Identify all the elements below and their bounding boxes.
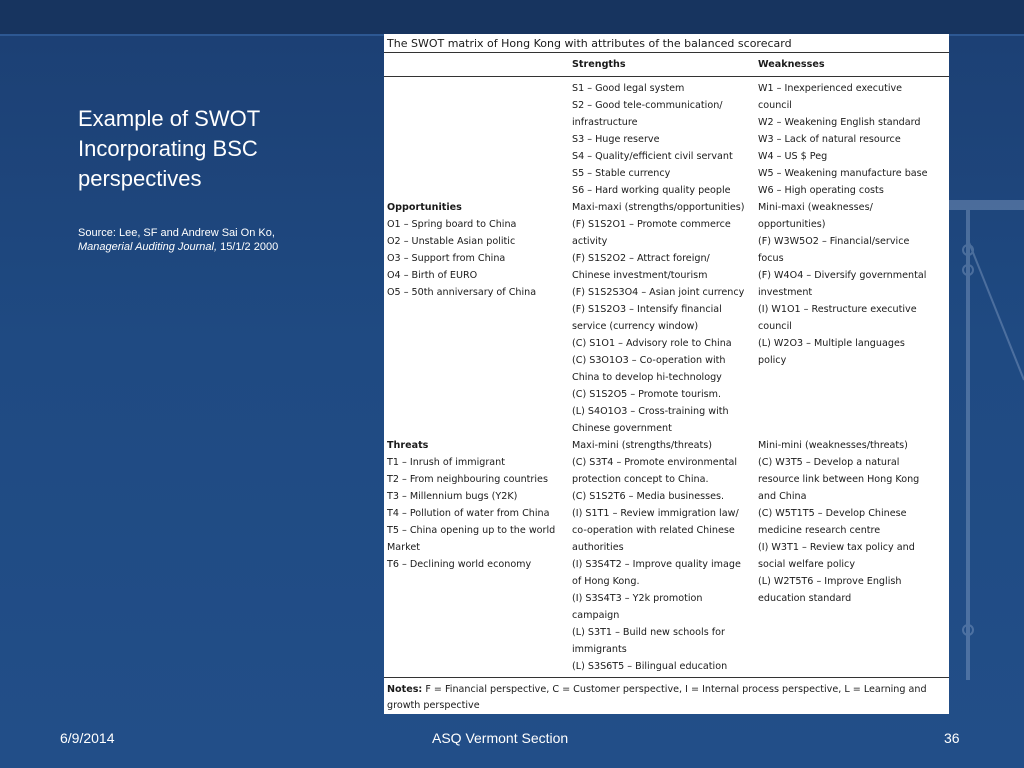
table-line: council bbox=[758, 100, 792, 111]
table-line: T4 – Pollution of water from China bbox=[387, 508, 550, 519]
table-line: O4 – Birth of EURO bbox=[387, 270, 478, 281]
table-line: S6 – Hard working quality people bbox=[572, 185, 731, 196]
header-strengths: Strengths bbox=[572, 59, 626, 70]
table-line: investment bbox=[758, 287, 813, 298]
table-line: (F) S1S2O2 – Attract foreign/ bbox=[572, 253, 710, 264]
rule-header bbox=[384, 76, 949, 77]
table-line: O3 – Support from China bbox=[387, 253, 506, 264]
table-line: Mini-mini (weaknesses/threats) bbox=[758, 440, 908, 451]
table-line: T6 – Declining world economy bbox=[387, 559, 532, 570]
table-line: W2 – Weakening English standard bbox=[758, 117, 921, 128]
table-line: W3 – Lack of natural resource bbox=[758, 134, 901, 145]
table-line: infrastructure bbox=[572, 117, 638, 128]
table-line: Chinese government bbox=[572, 423, 672, 434]
table-line: (I) S1T1 – Review immigration law/ bbox=[572, 508, 739, 519]
notes-label: Notes: bbox=[387, 684, 423, 695]
table-line: (I) S3S4T2 – Improve quality image bbox=[572, 559, 741, 570]
table-line: S3 – Huge reserve bbox=[572, 134, 660, 145]
table-line: (C) S1S2O5 – Promote tourism. bbox=[572, 389, 722, 400]
table-line: focus bbox=[758, 253, 784, 264]
threats-list bbox=[387, 454, 555, 573]
table-line: W1 – Inexperienced executive bbox=[758, 83, 903, 94]
table-line: S1 – Good legal system bbox=[572, 83, 685, 94]
table-line: T3 – Millennium bugs (Y2K) bbox=[387, 491, 518, 502]
table-line: of Hong Kong. bbox=[572, 576, 640, 587]
table-line: service (currency window) bbox=[572, 321, 699, 332]
table-line: medicine research centre bbox=[758, 525, 881, 536]
table-line: (F) S1S2S3O4 – Asian joint currency bbox=[572, 287, 745, 298]
rule-notes bbox=[384, 677, 949, 678]
table-line: (F) S1S2O1 – Promote commerce bbox=[572, 219, 731, 230]
table-line: resource link between Hong Kong bbox=[758, 474, 920, 485]
table-line: T2 – From neighbouring countries bbox=[387, 474, 548, 485]
table-line: (I) W3T1 – Review tax policy and bbox=[758, 542, 915, 553]
table-line: (F) W4O4 – Diversify governmental bbox=[758, 270, 927, 281]
table-line: education standard bbox=[758, 593, 852, 604]
table-line: W4 – US $ Peg bbox=[758, 151, 828, 162]
table-line: Maxi-maxi (strengths/opportunities) bbox=[572, 202, 745, 213]
footer-page-number: 36 bbox=[944, 730, 960, 746]
footer-section: ASQ Vermont Section bbox=[432, 730, 569, 746]
table-line: co-operation with related Chinese bbox=[572, 525, 735, 536]
rule-top bbox=[384, 52, 949, 53]
table-line: campaign bbox=[572, 610, 620, 621]
threats-block bbox=[387, 437, 555, 573]
slide-title: Example of SWOT Incorporating BSC perspectives bbox=[78, 106, 260, 191]
table-line: (C) S3O1O3 – Co-operation with bbox=[572, 355, 726, 366]
table-line: Mini-maxi (weaknesses/ bbox=[758, 202, 873, 213]
strengths-list bbox=[572, 80, 733, 199]
table-line: China to develop hi-technology bbox=[572, 372, 722, 383]
table-line: (F) W3W5O2 – Financial/service bbox=[758, 236, 910, 247]
table-line: (C) W5T1T5 – Develop Chinese bbox=[758, 508, 907, 519]
source-line: Source: Lee, SF and Andrew Sai On Ko, bbox=[78, 227, 275, 239]
table-line: (L) S4O1O3 – Cross-training with bbox=[572, 406, 729, 417]
table-line: Chinese investment/tourism bbox=[572, 270, 708, 281]
maxi-maxi-list bbox=[572, 199, 744, 437]
table-line: (L) W2T5T6 – Improve English bbox=[758, 576, 902, 587]
table-line: protection concept to China. bbox=[572, 474, 709, 485]
table-line: social welfare policy bbox=[758, 559, 856, 570]
table-line: authorities bbox=[572, 542, 624, 553]
table-line: O5 – 50th anniversary of China bbox=[387, 287, 537, 298]
table-line: opportunities) bbox=[758, 219, 826, 230]
table-line: (C) W3T5 – Develop a natural bbox=[758, 457, 900, 468]
table-line: (I) W1O1 – Restructure executive bbox=[758, 304, 917, 315]
notes-text: F = Financial perspective, C = Customer perspective, I = Internal process perspective, L = Learning and growth perspective bbox=[387, 684, 927, 711]
source-journal: Managerial Auditing Journal, bbox=[78, 241, 218, 253]
mini-mini-list bbox=[758, 437, 919, 607]
table-line: S4 – Quality/efficient civil servant bbox=[572, 151, 733, 162]
table-line: T1 – Inrush of immigrant bbox=[387, 457, 505, 468]
table-line: activity bbox=[572, 236, 608, 247]
table-line: W5 – Weakening manufacture base bbox=[758, 168, 928, 179]
source-journal-line bbox=[78, 240, 378, 254]
table-line: S2 – Good tele-communication/ bbox=[572, 100, 723, 111]
table-notes bbox=[387, 682, 947, 714]
table-line: and China bbox=[758, 491, 807, 502]
top-band bbox=[0, 0, 1024, 34]
swot-table-image bbox=[384, 34, 949, 714]
threats-label: Threats bbox=[387, 440, 429, 451]
table-title: The SWOT matrix of Hong Kong with attributes of the balanced scorecard bbox=[387, 37, 792, 50]
footer-date: 6/9/2014 bbox=[60, 730, 115, 746]
table-line: O2 – Unstable Asian politic bbox=[387, 236, 516, 247]
opportunities-block bbox=[387, 199, 536, 301]
table-line: (L) S3S6T5 – Bilingual education bbox=[572, 661, 728, 672]
table-line: W6 – High operating costs bbox=[758, 185, 884, 196]
table-line: S5 – Stable currency bbox=[572, 168, 671, 179]
table-line: policy bbox=[758, 355, 787, 366]
table-line: T5 – China opening up to the world bbox=[387, 525, 556, 536]
opportunities-list bbox=[387, 216, 536, 301]
table-line: Maxi-mini (strengths/threats) bbox=[572, 440, 713, 451]
table-line: (C) S1S2T6 – Media businesses. bbox=[572, 491, 725, 502]
source-issue: 15/1/2 2000 bbox=[217, 241, 279, 253]
header-weaknesses: Weaknesses bbox=[758, 59, 825, 70]
table-line: (L) S3T1 – Build new schools for bbox=[572, 627, 725, 638]
opportunities-label: Opportunities bbox=[387, 202, 462, 213]
scale-watermark-icon bbox=[948, 180, 1024, 700]
table-line: (L) W2O3 – Multiple languages bbox=[758, 338, 905, 349]
table-line: (I) S3S4T3 – Y2k promotion bbox=[572, 593, 703, 604]
table-line: immigrants bbox=[572, 644, 627, 655]
table-line: council bbox=[758, 321, 792, 332]
maxi-mini-list bbox=[572, 437, 741, 675]
table-line: Market bbox=[387, 542, 420, 553]
table-line: O1 – Spring board to China bbox=[387, 219, 517, 230]
mini-maxi-list bbox=[758, 199, 926, 369]
weaknesses-list bbox=[758, 80, 928, 199]
table-line: (C) S3T4 – Promote environmental bbox=[572, 457, 738, 468]
table-line: (C) S1O1 – Advisory role to China bbox=[572, 338, 732, 349]
table-line: (F) S1S2O3 – Intensify financial bbox=[572, 304, 722, 315]
source-citation bbox=[78, 226, 378, 254]
